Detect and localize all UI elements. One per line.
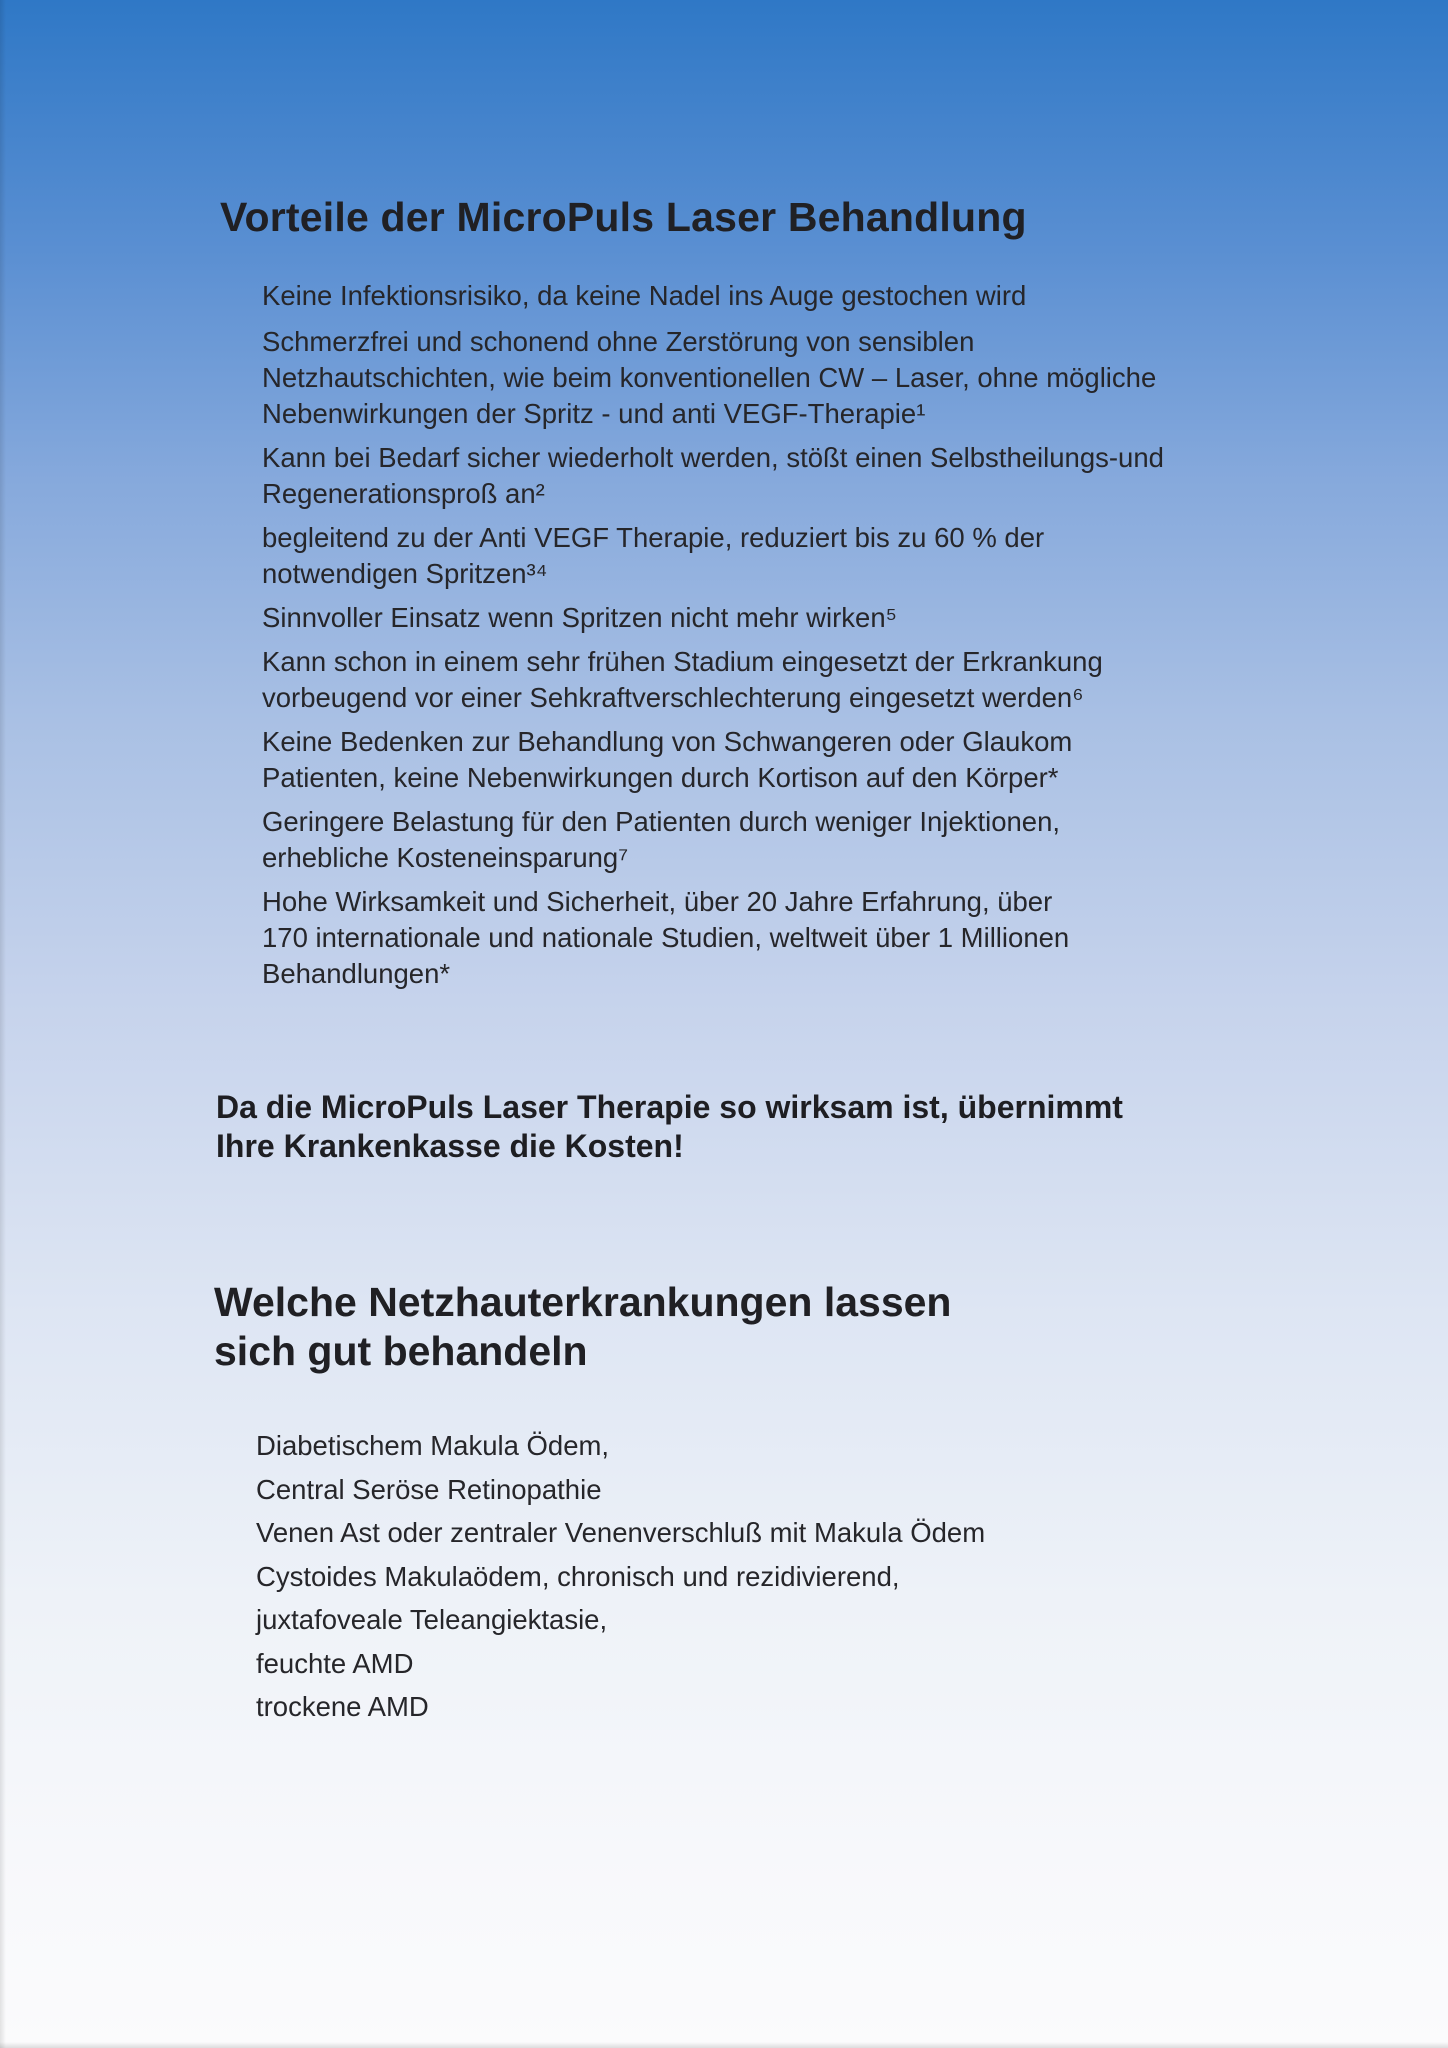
condition-item: feuchte AMD (256, 1647, 414, 1679)
advantage-item: Geringere Belastung für den Patienten durch weniger Injektionen, erhebliche Kosteneinsparung⁷ (262, 806, 1061, 873)
advantage-item: Hohe Wirksamkeit und Sicherheit, über 20 Jahre Erfahrung, über 170 internationale und nationale Studien, weltweit über 1 Millionen Behandlungen* (262, 886, 1070, 989)
advantages-list (262, 278, 1262, 1000)
condition-item: Central Seröse Retinopathie (256, 1473, 602, 1505)
condition-item: trockene AMD (256, 1691, 429, 1722)
advantage-item: Sinnvoller Einsatz wenn Spritzen nicht mehr wirken⁵ (262, 602, 898, 633)
advantages-heading: Vorteile der MicroPuls Laser Behandlung (220, 194, 1027, 240)
condition-item: Venen Ast oder zentraler Venenverschluß mit Makula Ödem (256, 1517, 986, 1548)
condition-item: juxtafoveale Teleangiektasie, (256, 1604, 608, 1635)
condition-item: Diabetischem Makula Ödem, (256, 1430, 610, 1461)
insurance-callout: Da die MicroPuls Laser Therapie so wirksam ist, übernimmt Ihre Krankenkasse die Kosten! (216, 1089, 1123, 1164)
advantage-item: Keine Infektionsrisiko, da keine Nadel ins Auge gestochen wird (262, 280, 1027, 311)
page-bottom-edge-shadow (0, 2042, 1448, 2048)
condition-item: Cystoides Makulaödem, chronisch und rezidivierend, (256, 1560, 900, 1592)
advantage-item: Kann schon in einem sehr frühen Stadium eingesetzt der Erkrankung vorbeugend vor einer Sehkraftverschlechterung eingesetzt werden⁶ (262, 646, 1103, 713)
advantage-item: Keine Bedenken zur Behandlung von Schwangeren oder Glaukom Patienten, keine Nebenwirkungen durch Kortison auf den Körper* (262, 726, 1073, 793)
conditions-heading: Welche Netzhauterkrankungen lassen sich gut behandeln (214, 1279, 952, 1374)
advantage-item: begleitend zu der Anti VEGF Therapie, reduziert bis zu 60 % der notwendigen Spritzen³⁴ (262, 522, 1045, 589)
advantage-item: Schmerzfrei und schonend ohne Zerstörung von sensiblen Netzhautschichten, wie beim konventionellen CW – Laser, ohne mögliche Nebenwirkungen der Spritz - und anti VEGF-Therapie¹ (262, 326, 1157, 429)
conditions-list (256, 1424, 985, 1729)
advantage-item: Kann bei Bedarf sicher wiederholt werden, stößt einen Selbstheilungs-und Regenerationsproß an² (262, 442, 1164, 509)
page-edge-shadow (0, 0, 6, 2048)
